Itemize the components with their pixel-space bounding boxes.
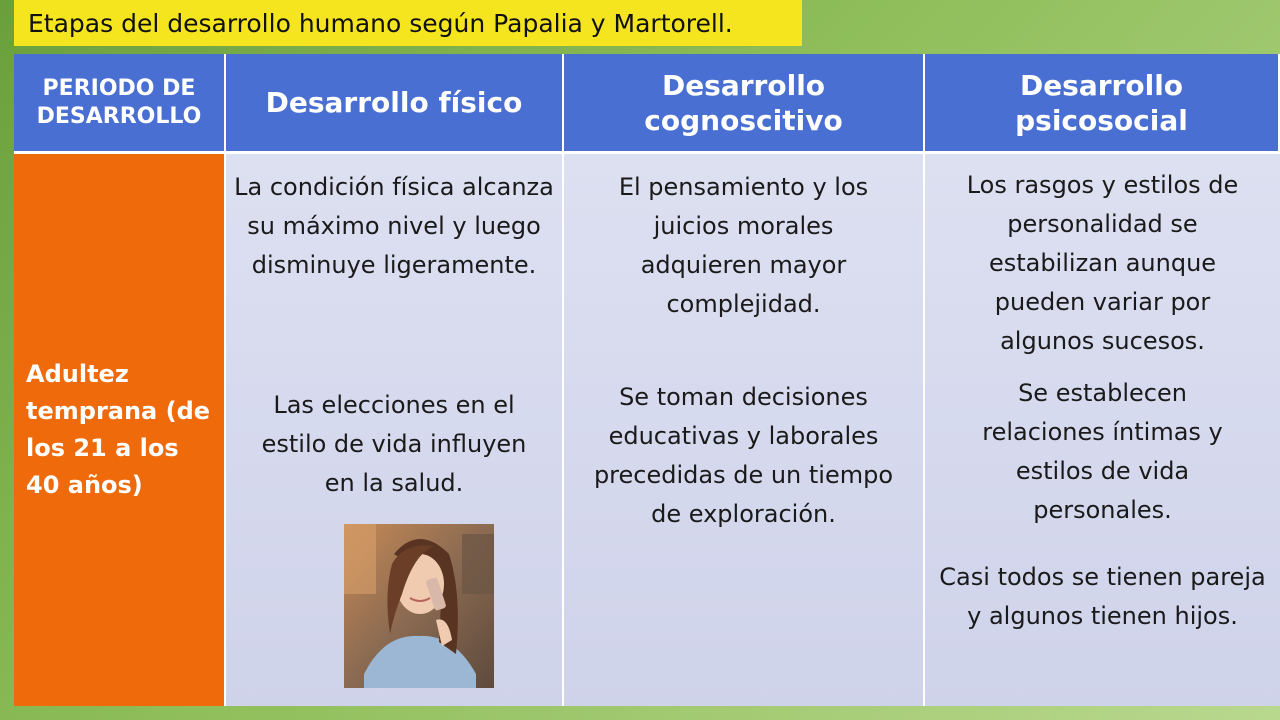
cognitive-text-2: Se toman decisiones educativas y laborales precedidas de un tiempo de exploración. (593, 383, 894, 528)
header-psychosocial: Desarrollo psicosocial (925, 54, 1280, 154)
physical-text-2: Las elecciones en el estilo de vida influyen en la salud. (261, 391, 527, 497)
development-table (14, 54, 1280, 706)
cognitive-text-1: El pensamiento y los juicios morales adquieren mayor complejidad. (618, 173, 869, 318)
woman-on-phone-photo (344, 524, 494, 688)
psychosocial-text-3: Casi todos se tienen pareja y algunos tienen hijos. (939, 563, 1266, 630)
slide-title: Etapas del desarrollo humano según Papalia y Martorell. (14, 0, 802, 46)
period-cell (14, 154, 226, 706)
period-label: Adultez temprana (de los 21 a los 40 años) (26, 359, 211, 500)
physical-cell (226, 154, 564, 706)
photo-illustration (344, 524, 494, 688)
header-cognitive: Desarrollo cognoscitivo (564, 54, 925, 154)
psychosocial-cell (925, 154, 1280, 706)
physical-text-1: La condición física alcanza su máximo nivel y luego disminuye ligeramente. (234, 173, 554, 279)
cognitive-cell (564, 154, 925, 706)
psychosocial-text-2: Se establecen relaciones íntimas y estilos de vida personales. (982, 379, 1223, 524)
header-period: PERIODO DE DESARROLLO (14, 54, 226, 154)
psychosocial-text-1: Los rasgos y estilos de personalidad se estabilizan aunque pueden variar por algunos sucesos. (966, 171, 1239, 355)
header-physical: Desarrollo físico (226, 54, 564, 154)
